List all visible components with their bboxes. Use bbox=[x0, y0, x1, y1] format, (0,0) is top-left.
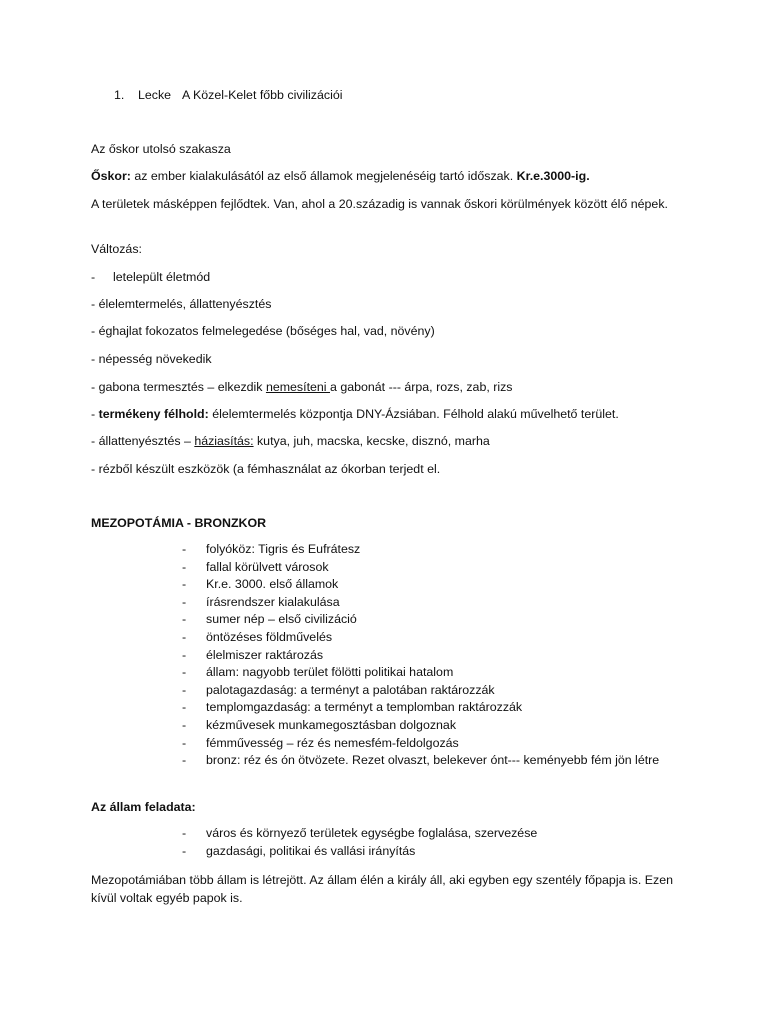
change-underlined: nemesíteni bbox=[265, 380, 330, 394]
valtozas-label: Változás: bbox=[91, 242, 142, 256]
list-item: - élelmiszer raktározás bbox=[182, 647, 682, 665]
list-item: - írásrendszer kialakulása bbox=[182, 594, 682, 612]
dash-marker: - bbox=[182, 665, 187, 680]
change-item-4: - népesség növekedik bbox=[91, 352, 212, 366]
list-item: - bronz: réz és ón ötvözete. Rezet olvaszt, belekever ónt--- keményebb fém jön létre bbox=[182, 752, 682, 770]
dash-marker: - bbox=[182, 753, 187, 768]
list-item: - palotagazdaság: a terményt a palotában raktározzák bbox=[182, 682, 682, 700]
lesson-heading bbox=[114, 86, 342, 104]
list-item: - város és környező területek egységbe foglalása, szervezése bbox=[182, 825, 682, 843]
dash-marker: - bbox=[182, 629, 187, 644]
list-item: - sumer nép – első civilizáció bbox=[182, 611, 682, 629]
paragraph-teruletek: A területek másképpen fejlődtek. Van, ahol a 20.századig is vannak őskori körülmények között élő népek. bbox=[91, 197, 668, 211]
list-item: - folyóköz: Tigris és Eufrátesz bbox=[182, 541, 682, 559]
list-item: - fémművesség – réz és nemesfém-feldolgozás bbox=[182, 735, 682, 753]
change-item-8: - rézből készült eszközök (a fémhasználat az ókorban terjedt el. bbox=[91, 462, 441, 476]
dash-marker: - bbox=[182, 717, 187, 732]
change-item-2: - élelemtermelés, állattenyésztés bbox=[91, 297, 272, 311]
oskor-term: Őskor: bbox=[91, 169, 131, 183]
dash-marker: - bbox=[182, 577, 187, 592]
dash-marker: - bbox=[182, 594, 187, 609]
list-item: - fallal körülvett városok bbox=[182, 559, 682, 577]
list-item: - állam: nagyobb terület fölötti politikai hatalom bbox=[182, 664, 682, 682]
change-text-a: - állattenyésztés – bbox=[91, 434, 195, 448]
section-title: Az őskor utolsó szakasza bbox=[91, 142, 231, 156]
dash-marker: - bbox=[182, 700, 187, 715]
change-text-a: - gabona termesztés – elkezdik bbox=[91, 380, 266, 394]
list-item: - gazdasági, politikai és vallási irányítás bbox=[182, 843, 682, 861]
allam-list bbox=[182, 825, 682, 860]
change-underlined: háziasítás: bbox=[194, 434, 254, 448]
list-item: - öntözéses földművelés bbox=[182, 629, 682, 647]
change-text: letelepült életmód bbox=[113, 270, 211, 284]
dash-marker: - bbox=[182, 682, 187, 697]
change-item-5 bbox=[91, 378, 691, 396]
change-text-b: kutya, juh, macska, kecske, disznó, marha bbox=[253, 434, 490, 448]
change-item-1 bbox=[91, 268, 691, 286]
lesson-title: A Közel-Kelet főbb civilizációi bbox=[182, 88, 343, 102]
allam-title: Az állam feladata: bbox=[91, 800, 196, 814]
mezopotamia-title: MEZOPOTÁMIA - BRONZKOR bbox=[91, 516, 267, 530]
list-item: - templomgazdaság: a terményt a templomban raktározzák bbox=[182, 699, 682, 717]
dash-marker: - bbox=[182, 735, 187, 750]
dash-marker: - bbox=[182, 826, 187, 840]
change-text: élelemtermelés központja DNY-Ázsiában. Félhold alakú művelhető terület. bbox=[208, 407, 619, 421]
change-item-3: - éghajlat fokozatos felmelegedése (bőséges hal, vad, növény) bbox=[91, 324, 435, 338]
dash-marker: - bbox=[182, 612, 187, 627]
list-item: - kézművesek munkamegosztásban dolgoznak bbox=[182, 717, 682, 735]
change-item-7 bbox=[91, 432, 691, 450]
change-bold-term: termékeny félhold: bbox=[98, 407, 209, 421]
dash-marker: - bbox=[182, 559, 187, 574]
dash-marker: - bbox=[91, 270, 96, 284]
list-item: - Kr.e. 3000. első államok bbox=[182, 576, 682, 594]
oskor-text: az ember kialakulásától az első államok megjelenéséig tartó időszak. bbox=[130, 169, 517, 183]
change-item-6 bbox=[91, 405, 691, 423]
dash-marker: - bbox=[91, 407, 99, 421]
change-text-b: a gabonát --- árpa, rozs, zab, rizs bbox=[330, 380, 513, 394]
dash-marker: - bbox=[182, 843, 187, 858]
oskor-date: Kr.e.3000-ig. bbox=[516, 169, 590, 183]
lesson-number: 1. bbox=[114, 88, 125, 102]
dash-marker: - bbox=[182, 542, 187, 556]
oskor-definition bbox=[91, 167, 691, 185]
closing-paragraph: Mezopotámiában több állam is létrejött. Az állam élén a király áll, aki egyben egy szentély főpapja is. Ezen kívül voltak egyéb papok is. bbox=[91, 873, 673, 905]
dash-marker: - bbox=[182, 647, 187, 662]
mezopotamia-list bbox=[182, 541, 682, 770]
lesson-label: Lecke bbox=[138, 88, 172, 102]
